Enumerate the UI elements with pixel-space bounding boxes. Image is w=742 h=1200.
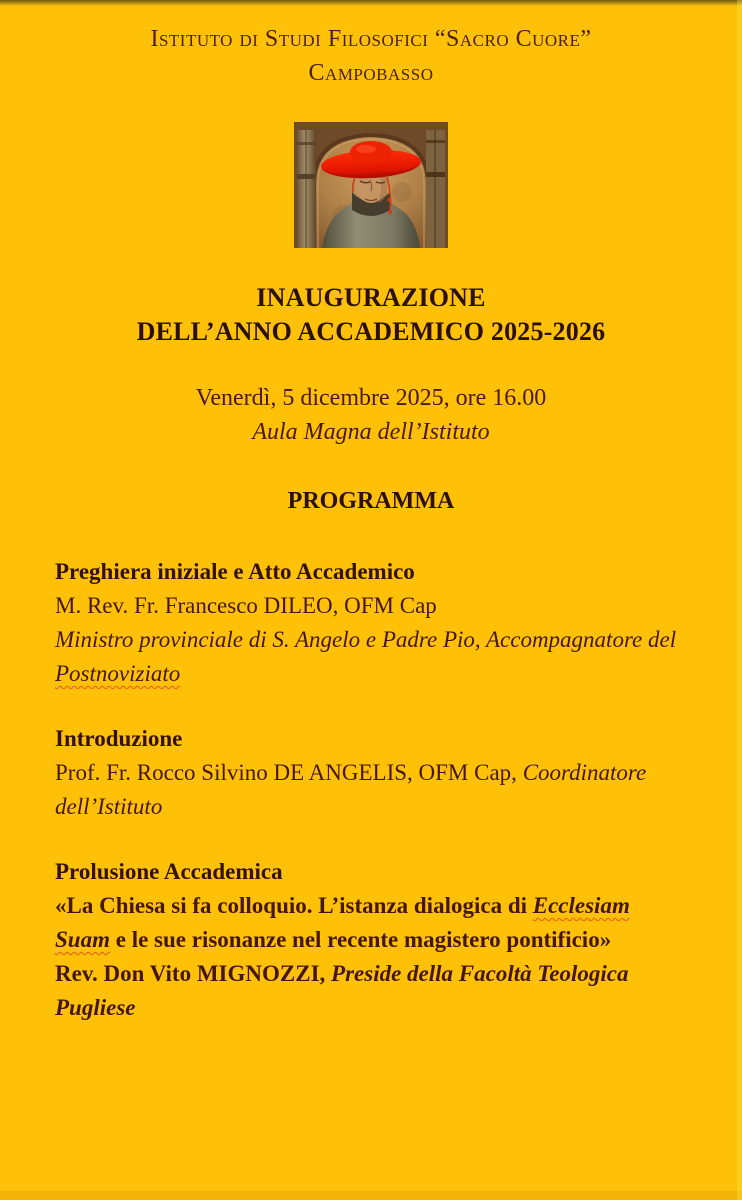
lecture-text: «La Chiesa si fa colloquio. L’istanza dialogica di	[55, 893, 533, 918]
program-list	[55, 555, 687, 1025]
program-item-preghiera	[55, 555, 687, 691]
spellcheck-flagged-word: Ecclesiam	[532, 893, 630, 918]
program-item-speaker: M. Rev. Fr. Francesco DILEO, OFM Cap	[55, 593, 437, 618]
event-title-line2: DELL’ANNO ACCADEMICO 2025-2026	[136, 317, 606, 346]
program-item-speaker-role	[55, 756, 687, 824]
poster-header	[0, 6, 742, 90]
institute-name: Istituto di Studi Filosofici “Sacro Cuore”	[150, 26, 592, 52]
program-item-title: Introduzione	[55, 726, 183, 751]
cardinal-portrait-image	[294, 122, 448, 248]
spellcheck-flagged-word: Postnoviziato	[55, 661, 181, 686]
event-title-line1: INAUGURAZIONE	[256, 283, 486, 312]
right-border	[737, 0, 742, 1200]
program-item-prolusione	[55, 855, 687, 1025]
event-venue: Aula Magna dell’Istituto	[252, 419, 490, 445]
role-text: Preside della Facoltà Teologica Pugliese	[55, 961, 629, 1020]
role-text: Coordinatore dell’Istituto	[55, 760, 647, 819]
event-details	[0, 381, 742, 449]
spellcheck-flagged-word: Suam	[55, 927, 110, 952]
event-title	[0, 281, 742, 349]
program-item-role	[55, 623, 687, 691]
program-item-title: Preghiera iniziale e Atto Accademico	[55, 559, 415, 584]
institute-city: Campobasso	[308, 60, 434, 86]
program-heading: PROGRAMMA	[287, 488, 455, 514]
role-text: Ministro provinciale di S. Angelo e Padre Pio, Accompagnatore del	[55, 627, 677, 652]
event-datetime: Venerdì, 5 dicembre 2025, ore 16.00	[195, 385, 547, 411]
speaker-text: Prof. Fr. Rocco Silvino DE ANGELIS, OFM Cap,	[55, 760, 523, 785]
program-item-introduzione	[55, 722, 687, 824]
speaker-text: Rev. Don Vito MIGNOZZI,	[55, 961, 332, 986]
lecture-text: e le sue risonanze nel recente magistero pontificio»	[109, 927, 612, 952]
program-item-title: Prolusione Accademica	[55, 859, 283, 884]
lecture-title	[55, 889, 687, 957]
program-item-speaker-role	[55, 957, 687, 1025]
bottom-border	[0, 1191, 742, 1200]
cardinal-portrait-illustration	[294, 122, 448, 248]
